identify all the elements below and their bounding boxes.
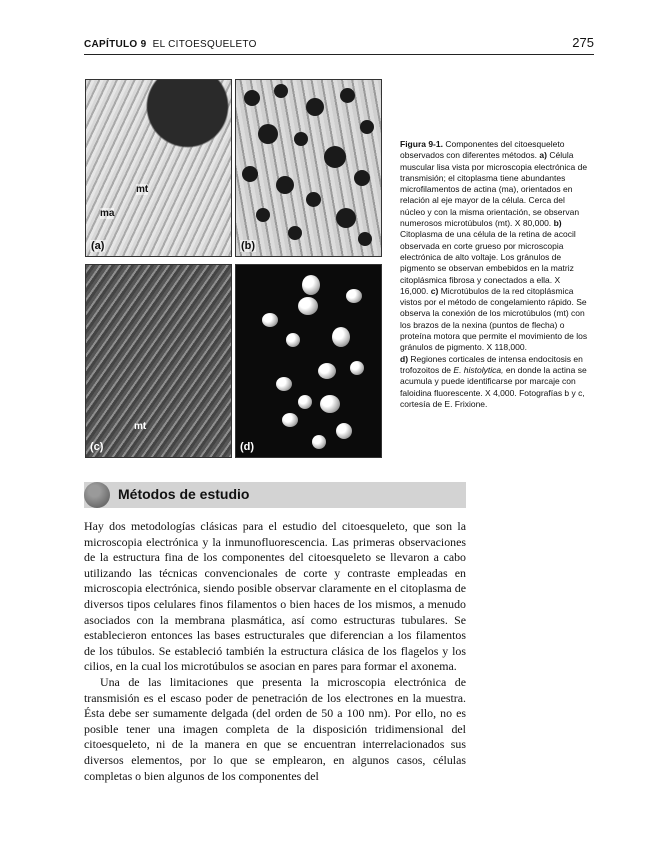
panel-label-b: (b) — [241, 240, 256, 252]
caption-b-text: Citoplasma de una célula de la retina de acocil observada en corte grueso por microscopia electrónica de alto voltaje. Los gránulos de pigmento se observan embebidos en la matriz citoplásmica fibrosa y conectados a ella. X 16,000. — [400, 229, 576, 296]
panel-label-d: (d) — [240, 441, 255, 453]
figure-panel-c — [85, 264, 232, 458]
page-number: 275 — [572, 35, 594, 50]
running-header — [84, 35, 594, 55]
annotation-ma-a: ma — [100, 208, 115, 219]
annotation-mt-c: mt — [134, 421, 147, 432]
paragraph-2: Una de las limitaciones que presenta la microscopia electrónica de transmisión es el escaso poder de penetración de los electrones en la muestra. Ésta debe ser sumamente delgada (del orden de 50 a 100 nm). Por ello, no es posible tener una imagen completa de la disposición tridimensional del citoesqueleto, ni de la manera en que se encuentran interrelacionados sus diversos elementos, por lo que se emplearon, en algunos casos, células completas o bien algunos de los componentes del — [84, 674, 466, 783]
panel-label-a: (a) — [91, 240, 105, 252]
caption-a-text: Célula muscular lisa vista por microscopia electrónica de transmisión; el citoplasma tiene abundantes microfilamentos de actina (ma), orientados en relación al eje mayor de la célula. Cerca del núcleo y con la misma orientación, se observan numerosos microtúbulos (mt). X 80,000. — [400, 150, 588, 229]
caption-d-key: d) — [400, 353, 409, 364]
figure-panel-b — [235, 79, 382, 257]
chapter-number: CAPÍTULO 9 — [84, 39, 147, 50]
section-title: Métodos de estudio — [118, 486, 250, 502]
chapter-title: EL CITOESQUELETO — [152, 39, 257, 50]
body-text — [84, 519, 466, 784]
panel-label-c: (c) — [90, 441, 104, 453]
figure-caption — [400, 139, 590, 410]
caption-intro: Componentes del citoesqueleto observados con diferentes métodos. — [400, 139, 565, 161]
caption-c-text: Microtúbulos de la red citoplásmica vistos por el método de congelamiento rápido. Se observa la conexión de los microtúbulos (mt) con los brazos de la nexina (puntos de flecha) o proteína motora que permite el movimiento de los gránulos de pigmento. X 118,000. — [400, 285, 588, 353]
caption-d-text-before: Regiones corticales de intensa endocitosis en trofozoitos de — [400, 353, 583, 375]
caption-d-text-after: en donde la actina se acumula y puede identificarse por marcaje con faloidina fluorescente. X 4,000. Fotografías b y c, cortesía de E. Frixione. — [400, 364, 587, 409]
annotation-mt-a: mt — [136, 184, 149, 195]
caption-b-key: b) — [553, 218, 562, 229]
figure-panel-a — [85, 79, 232, 257]
caption-a-key: a) — [539, 150, 547, 161]
paragraph-1: Hay dos metodologías clásicas para el estudio del citoesqueleto, que son la microscopia electrónica y la inmunofluorescencia. Las primeras observaciones de la estructura fina de los componentes del citoesqueleto se llevaron a cabo utilizando las técnicas convencionales de corte y contraste empleadas en microscopia electrónica, siendo posible observar claramente en el citoplasma de diversos tipos celulares finos filamentos o bien haces de los mismos, a menudo asociados con la membrana plasmática, así como estructuras tubulares. Se establecieron entonces las bases estructurales que diferencian a los filamentos de los túbulos. Se estableció también la estructura clásica de los flagelos y los cilios, en la cual los microtúbulos se asocian en pares para formar el axonema. — [84, 519, 466, 674]
chapter-heading — [84, 39, 257, 50]
section-bullet-icon — [84, 482, 110, 508]
caption-d-species: E. histolytica, — [453, 364, 504, 375]
figure-panel-d — [235, 264, 382, 458]
section-heading — [84, 482, 466, 508]
caption-label: Figura 9-1. — [400, 139, 443, 149]
caption-c-key: c) — [430, 285, 439, 296]
